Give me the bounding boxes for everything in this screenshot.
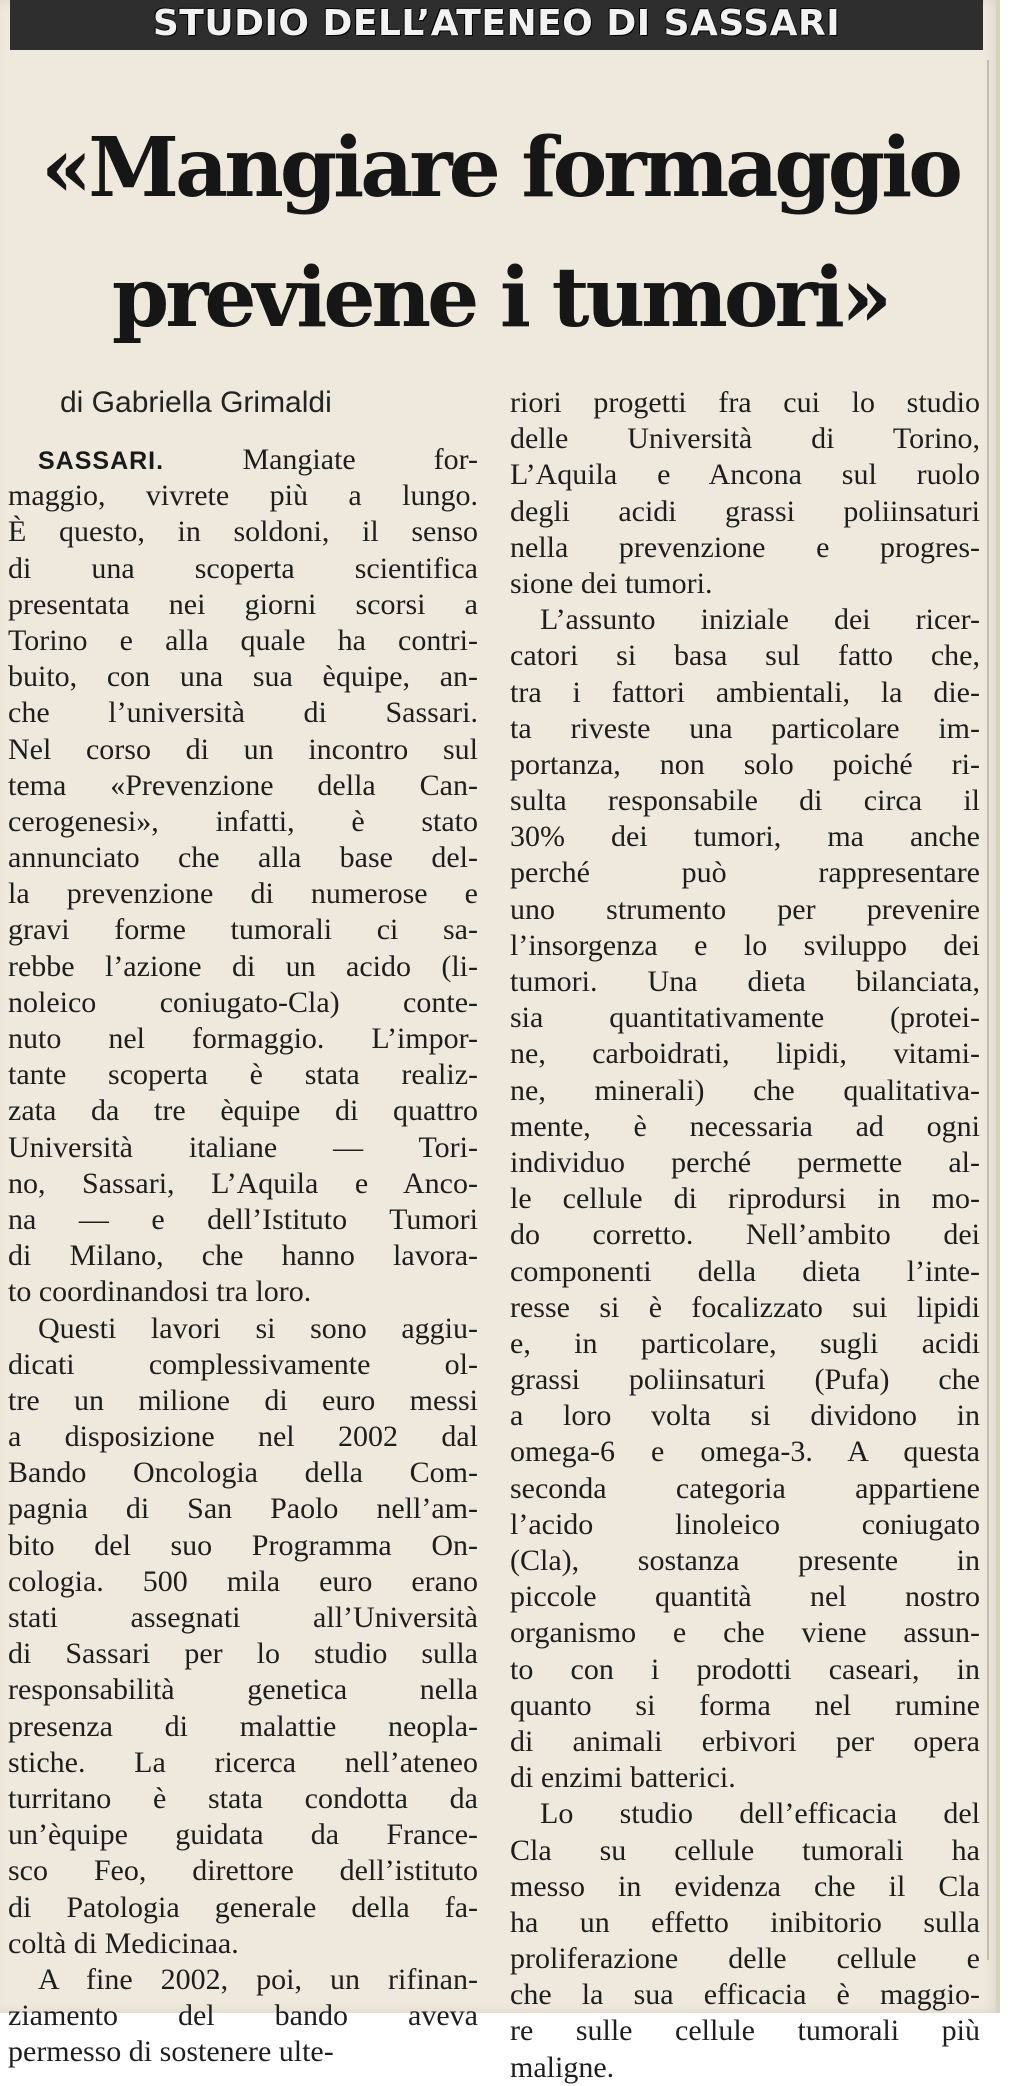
text-line: nuto nel formaggio. L’impor- (8, 1022, 478, 1055)
text-line: ziamento del bando aveva (8, 1999, 478, 2033)
text-line: maggio, vivrete più a lungo. (8, 479, 478, 513)
article-column-right (510, 385, 980, 2086)
text-line: di una scoperta scientifica (8, 551, 478, 585)
text-line: la prevenzione di numerose e (8, 877, 478, 911)
text-line: Cla su cellule tumorali ha (510, 1833, 980, 1867)
text-line: to coordinandosi tra loro. (8, 1275, 312, 1309)
text-line: proliferazione delle cellule e (510, 1942, 980, 1976)
dateline: SASSARI. (38, 447, 243, 475)
text-line: A fine 2002, poi, un rifinan- (38, 1962, 478, 1996)
byline: di Gabriella Grimaldi (60, 386, 332, 419)
text-line: Nel corso di un incontro sul (8, 732, 478, 766)
text-line: tra i fattori ambientali, la die- (510, 675, 980, 709)
text-line: cologia. 500 mila euro erano (8, 1564, 478, 1598)
text-line: Torino e alla quale ha contri- (8, 623, 478, 657)
text-line: buito, con una sua èquipe, an- (8, 660, 478, 694)
text-line: riori progetti fra cui lo studio (510, 386, 980, 419)
text-line: delle Università di Torino, (510, 422, 980, 456)
text-line: turritano è stata condotta da (8, 1781, 478, 1815)
text-line: È questo, in soldoni, il senso (8, 515, 478, 549)
text-line: componenti della dieta l’inte- (510, 1254, 980, 1288)
text-line: portanza, non solo poiché ri- (510, 747, 980, 781)
text-line: presenza di malattie neopla- (8, 1709, 478, 1743)
text-line: nella prevenzione e progres- (510, 530, 980, 564)
text-line: sco Feo, direttore dell’istituto (8, 1854, 478, 1888)
text-line-content: Mangiate for- (242, 443, 478, 476)
text-line: di Patologia generale della fa- (8, 1890, 478, 1924)
text-line: gravi forme tumorali ci sa- (8, 913, 478, 947)
kicker: STUDIO DELL’ATENEO DI SASSARI (152, 3, 841, 44)
text-line: tre un milione di euro messi (8, 1383, 478, 1417)
text-line: presentata nei giorni scorsi a (8, 587, 478, 621)
text-line: pagnia di San Paolo nell’am- (8, 1492, 478, 1526)
text-line: stiche. La ricerca nell’ateneo (8, 1745, 478, 1779)
article-column-left (8, 442, 478, 2070)
text-line: e, in particolare, sugli acidi (510, 1326, 980, 1360)
text-line: responsabilità genetica nella (8, 1673, 478, 1707)
text-line: bito del suo Programma On- (8, 1528, 478, 1562)
text-line: resse si è focalizzato sui lipidi (510, 1290, 980, 1324)
text-line: maligne. (510, 2050, 615, 2084)
headline-line-2: previene i tumori» (111, 250, 889, 346)
text-line: ta riveste una particolare im- (510, 711, 980, 745)
text-line: catori si basa sul fatto che, (510, 639, 980, 673)
text-line: do corretto. Nell’ambito dei (510, 1218, 980, 1252)
text-line: no, Sassari, L’Aquila e Anco- (8, 1166, 478, 1200)
text-line: mente, è necessaria ad ogni (510, 1109, 980, 1143)
text-line: le cellule di riprodursi in mo- (510, 1182, 980, 1216)
text-line: messo in evidenza che il Cla (510, 1869, 980, 1903)
text-line: zata da tre èquipe di quattro (8, 1094, 478, 1128)
text-line: (Cla), sostanza presente in (510, 1544, 980, 1577)
text-line: rebbe l’azione di un acido (li- (8, 949, 478, 983)
text-line: Bando Oncologia della Com- (8, 1456, 478, 1490)
text-line: omega-6 e omega-3. A questa (510, 1435, 980, 1469)
text-line: quanto si forma nel rumine (510, 1688, 980, 1722)
text-line: l’insorgenza e lo sviluppo dei (510, 928, 980, 962)
text-line: l’acido linoleico coniugato (510, 1507, 980, 1541)
text-line: Università italiane — Tori- (8, 1130, 478, 1164)
text-line: che la sua efficacia è maggio- (510, 1978, 980, 2012)
text-line: L’Aquila e Ancona sul ruolo (510, 458, 980, 492)
text-line: na — e dell’Istituto Tumori (8, 1202, 478, 1236)
text-line: 30% dei tumori, ma anche (510, 820, 980, 854)
text-line: uno strumento per prevenire (510, 892, 980, 926)
text-line: a disposizione nel 2002 dal (8, 1420, 478, 1454)
text-line: degli acidi grassi poliinsaturi (510, 494, 980, 528)
text-line: sia quantitativamente (protei- (510, 1001, 980, 1035)
text-line: organismo e che viene assun- (510, 1616, 980, 1650)
text-line: tema «Prevenzione della Can- (8, 768, 478, 802)
text-line: di enzimi batterici. (510, 1761, 736, 1795)
text-line: di Sassari per lo studio sulla (8, 1637, 478, 1671)
text-line: tumori. Una dieta bilanciata, (510, 965, 980, 998)
text-line: di Milano, che hanno lavora- (8, 1239, 478, 1273)
text-line: coltà di Medicinaa. (8, 1926, 239, 1960)
text-line: che l’università di Sassari. (8, 696, 478, 730)
text-line: sulta responsabile di circa il (510, 784, 980, 818)
text-line: ne, minerali) che qualitativa- (510, 1073, 980, 1107)
text-line: cerogenesi», infatti, è stato (8, 804, 478, 838)
text-line: perché può rappresentare (510, 856, 980, 890)
text-line: un’èquipe guidata da France- (8, 1818, 478, 1852)
text-line: L’assunto iniziale dei ricer- (540, 603, 980, 637)
headline-line-1: «Mangiare formaggio (41, 120, 959, 216)
text-line: ha un effetto inibitorio sulla (510, 1905, 980, 1939)
text-line: ne, carboidrati, lipidi, vitami- (510, 1037, 980, 1071)
text-line: tante scoperta è stata realiz- (8, 1058, 478, 1092)
text-line: seconda categoria appartiene (510, 1471, 980, 1505)
text-line: permesso di sostenere ulte- (8, 2035, 334, 2069)
text-line: to con i prodotti caseari, in (510, 1652, 980, 1686)
text-line: Lo studio dell’efficacia del (540, 1797, 980, 1831)
text-line: sione dei tumori. (510, 566, 713, 600)
text-line: individuo perché permette al- (510, 1145, 980, 1179)
text-line: a loro volta si dividono in (510, 1399, 980, 1433)
text-line (8, 442, 478, 478)
text-line: dicati complessivamente ol- (8, 1347, 478, 1381)
text-line: annunciato che alla base del- (8, 841, 478, 875)
text-line: di animali erbivori per opera (510, 1724, 980, 1758)
text-line: noleico coniugato-Cla) conte- (8, 985, 478, 1019)
text-line: piccole quantità nel nostro (510, 1580, 980, 1614)
text-line: grassi poliinsaturi (Pufa) che (510, 1363, 980, 1397)
text-line: stati assegnati all’Università (8, 1601, 478, 1634)
text-line: Questi lavori si sono aggiu- (38, 1311, 478, 1345)
text-line: re sulle cellule tumorali più (510, 2014, 980, 2048)
